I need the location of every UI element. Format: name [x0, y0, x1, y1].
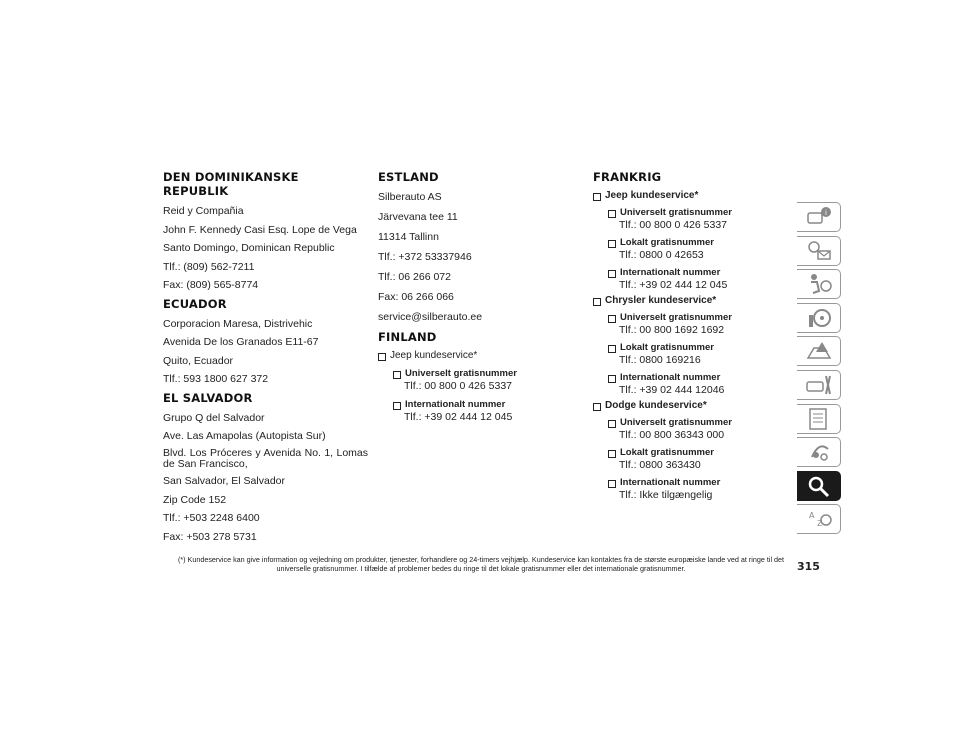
tab-index[interactable] [797, 504, 841, 534]
car-info-icon [804, 204, 834, 230]
estland-line-5: Tlf.: 06 266 072 [378, 271, 451, 283]
emergency-icon [804, 338, 834, 364]
tab-safety[interactable] [797, 269, 841, 299]
section-title-frankrig: FRANKRIG [593, 170, 662, 184]
dom-line-5: Fax: (809) 565-8774 [163, 279, 259, 291]
frankrig-jeep-item-1 [593, 207, 793, 232]
item-label: Universelt gratisnummer [620, 207, 732, 218]
item-label: Lokalt gratisnummer [620, 447, 714, 458]
finland-item-2-label: Internationalt nummer [405, 399, 506, 410]
frankrig-dodge-item-2 [593, 447, 793, 472]
checkbox-bullet-icon [608, 240, 616, 248]
item-number: Tlf.: 0800 0 42653 [619, 249, 704, 261]
page-number: 315 [797, 560, 820, 573]
frankrig-chrysler-label: Chrysler kundeservice* [605, 295, 717, 306]
frankrig-dodge-item-1 [593, 417, 793, 442]
specifications-icon [804, 406, 834, 432]
item-number: Tlf.: 0800 169216 [619, 354, 701, 366]
item-number: Tlf.: 0800 363430 [619, 459, 701, 471]
checkbox-bullet-icon [393, 371, 401, 379]
estland-email: service@silberauto.ee [378, 311, 483, 323]
tab-car-info[interactable] [797, 202, 841, 232]
item-number: Tlf.: 00 800 1692 1692 [619, 324, 725, 336]
salvador-line-1: Grupo Q del Salvador [163, 411, 265, 424]
finland-service-label: Jeep kundeservice* [390, 350, 478, 361]
item-number: Tlf.: +39 02 444 12046 [619, 384, 725, 396]
section-title-estland: ESTLAND [378, 170, 439, 184]
frankrig-chrysler-item-1 [593, 312, 793, 337]
finland-item-1-label: Universelt gratisnummer [405, 368, 517, 379]
item-label: Lokalt gratisnummer [620, 237, 714, 248]
column-left [163, 170, 368, 548]
warning-lights-icon [804, 238, 834, 264]
svg-text:A: A [808, 511, 814, 521]
svg-text:Z: Z [816, 519, 822, 529]
multimedia-icon [804, 439, 834, 465]
salvador-line-7: Fax: +503 278 5731 [163, 530, 257, 543]
checkbox-bullet-icon [608, 270, 616, 278]
finland-service [378, 350, 583, 362]
finland-item-2 [378, 399, 583, 424]
estland-line-2: Järvevana tee 11 [378, 211, 458, 223]
dom-line-2: John F. Kennedy Casi Esq. Lope de Vega [163, 223, 357, 236]
frankrig-jeep-label: Jeep kundeservice* [605, 190, 699, 201]
dom-line-3: Santo Domingo, Dominican Republic [163, 242, 335, 254]
item-number: Tlf.: +39 02 444 12 045 [619, 279, 728, 291]
tab-emergency[interactable] [797, 336, 841, 366]
ecuador-line-2: Avenida De los Granados E11-67 [163, 336, 319, 348]
column-middle [378, 170, 583, 424]
checkbox-bullet-icon [593, 193, 601, 201]
estland-line-6: Fax: 06 266 066 [378, 291, 454, 303]
frankrig-chrysler-item-3 [593, 372, 793, 397]
checkbox-bullet-icon [608, 345, 616, 353]
frankrig-dodge-label: Dodge kundeservice* [605, 400, 707, 411]
checkbox-bullet-icon [608, 420, 616, 428]
checkbox-bullet-icon [608, 450, 616, 458]
frankrig-jeep-item-3 [593, 267, 793, 292]
safety-airbag-icon [804, 271, 834, 297]
checkbox-bullet-icon [593, 298, 601, 306]
finland-item-2-number: Tlf.: +39 02 444 12 045 [404, 411, 513, 423]
section-title-ecuador: ECUADOR [163, 296, 227, 311]
finland-item-1-number: Tlf.: 00 800 0 426 5337 [404, 380, 512, 392]
section-title-dominican-republic: DEN DOMINIKANSKE REPUBLIK [163, 170, 299, 198]
item-label: Lokalt gratisnummer [620, 342, 714, 353]
search-icon [804, 473, 834, 499]
checkbox-bullet-icon [593, 403, 601, 411]
checkbox-bullet-icon [378, 353, 386, 361]
tab-service[interactable] [797, 370, 841, 400]
checkbox-bullet-icon [608, 480, 616, 488]
estland-line-4: Tlf.: +372 53337946 [378, 251, 472, 263]
tab-search[interactable] [797, 471, 841, 501]
frankrig-group-chrysler [593, 295, 793, 307]
estland-line-3: 11314 Tallinn [378, 231, 439, 243]
frankrig-dodge-item-3 [593, 477, 793, 502]
item-label: Universelt gratisnummer [620, 417, 732, 428]
svg-text:i: i [824, 209, 827, 217]
steering-wheel-icon [804, 305, 834, 331]
tab-warning-lights[interactable] [797, 236, 841, 266]
checkbox-bullet-icon [393, 402, 401, 410]
dom-line-1: Reid y Compañia [163, 205, 244, 217]
salvador-line-6: Tlf.: +503 2248 6400 [163, 512, 260, 524]
salvador-line-5: Zip Code 152 [163, 493, 227, 506]
ecuador-line-4: Tlf.: 593 1800 627 372 [163, 373, 269, 385]
index-icon [804, 506, 834, 532]
footnote: (*) Kundeservice kan give information og vejledning om produkter, tjenester, forhandlere og 24-timers vejhjælp. Kundeservice kan kontaktes fra de største europæiske lande ved at ringe til det universelle gratisnummer. I tilfælde af problemer bedes du ringe til det lokale gratisnummer eller det internationale gratisnummer. [177, 555, 785, 573]
salvador-line-4: San Salvador, El Salvador [163, 475, 285, 487]
chapter-tabs [797, 202, 841, 538]
frankrig-chrysler-item-2 [593, 342, 793, 367]
estland-line-1: Silberauto AS [378, 191, 442, 203]
item-number: Tlf.: 00 800 36343 000 [619, 429, 725, 441]
finland-item-1 [378, 368, 583, 393]
tab-steering[interactable] [797, 303, 841, 333]
tab-multimedia[interactable] [797, 437, 841, 467]
salvador-line-2: Ave. Las Amapolas (Autopista Sur) [163, 430, 326, 442]
section-title-finland: FINLAND [378, 330, 437, 344]
section-title-el-salvador: EL SALVADOR [163, 390, 253, 405]
dom-line-4: Tlf.: (809) 562-7211 [163, 260, 255, 273]
column-right [593, 170, 793, 502]
item-label: Internationalt nummer [620, 477, 721, 488]
salvador-line-3: Blvd. Los Próceres y Avenida No. 1, Lomas de San Francisco, [163, 446, 368, 470]
item-label: Internationalt nummer [620, 267, 721, 278]
item-number: Tlf.: Ikke tilgængelig [619, 489, 713, 501]
checkbox-bullet-icon [608, 210, 616, 218]
ecuador-line-1: Corporacion Maresa, Distrivehic [163, 317, 313, 330]
frankrig-jeep-item-2 [593, 237, 793, 262]
item-label: Universelt gratisnummer [620, 312, 732, 323]
frankrig-group-jeep [593, 190, 793, 202]
ecuador-line-3: Quito, Ecuador [163, 354, 234, 367]
service-maintenance-icon [804, 372, 834, 398]
tab-specifications[interactable] [797, 404, 841, 434]
item-label: Internationalt nummer [620, 372, 721, 383]
checkbox-bullet-icon [608, 375, 616, 383]
item-number: Tlf.: 00 800 0 426 5337 [619, 219, 727, 231]
frankrig-group-dodge [593, 400, 793, 412]
checkbox-bullet-icon [608, 315, 616, 323]
